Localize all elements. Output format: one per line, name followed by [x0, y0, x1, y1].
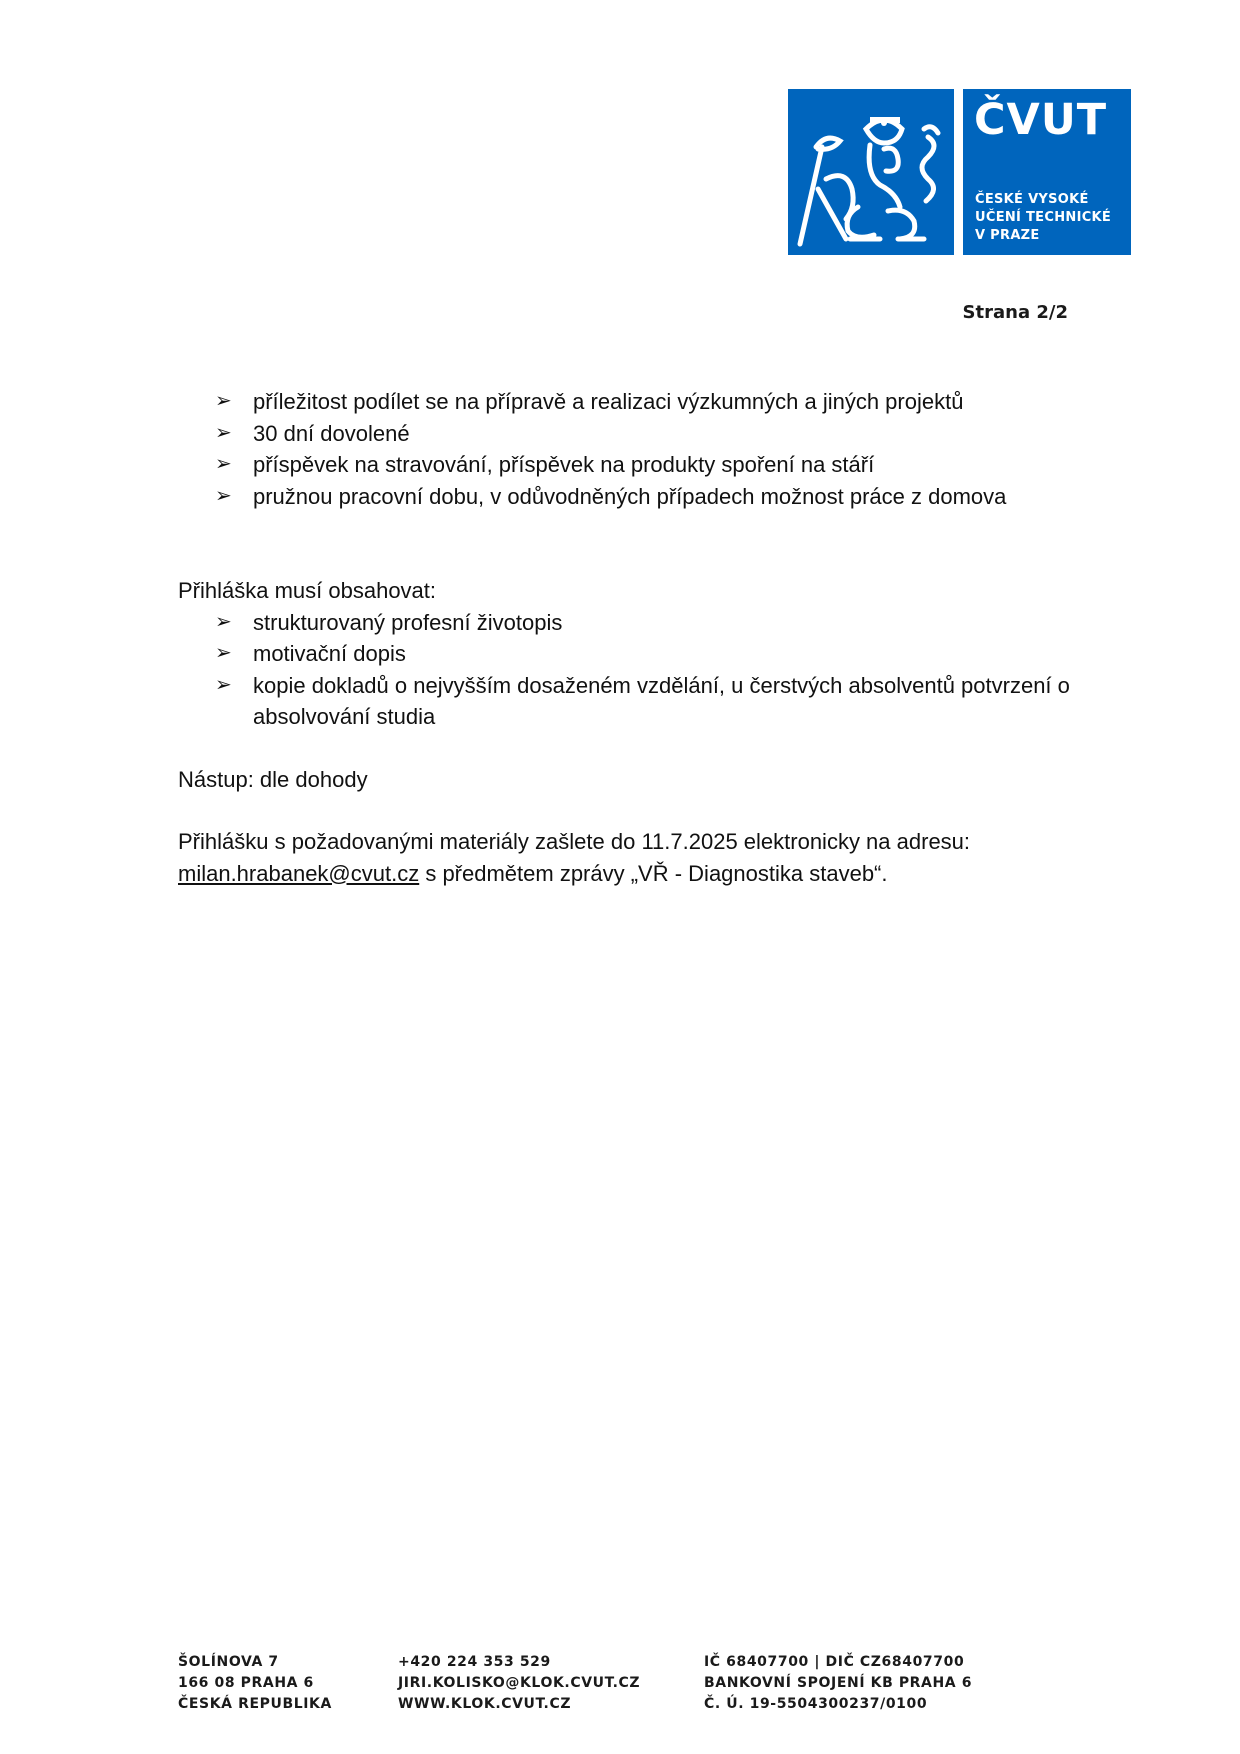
benefits-list — [178, 386, 1098, 512]
contact-email-link[interactable]: milan.hrabanek@cvut.cz — [178, 860, 420, 886]
application-heading: Přihláška musí obsahovat: — [178, 578, 437, 603]
footer-website: WWW.KLOK.CVUT.CZ — [398, 1696, 572, 1712]
logo-text-block — [963, 89, 1131, 255]
cvut-logo — [788, 89, 1131, 255]
list-item: ➢ motivační dopis — [178, 638, 1098, 670]
arrow-bullet-icon: ➢ — [215, 642, 232, 664]
footer-phone: +420 224 353 529 — [398, 1654, 551, 1670]
list-item: ➢ kopie dokladů o nejvyšším dosaženém vzdělání, u čerstvých absolventů potvrzení o absolvování studia — [178, 670, 1098, 733]
footer-address: ŠOLÍNOVA 7 166 08 PRAHA 6 ČESKÁ REPUBLIKA — [178, 1654, 332, 1712]
contact-paragraph — [178, 826, 1098, 889]
document-body — [178, 386, 1098, 889]
list-item: ➢ pružnou pracovní dobu, v odůvodněných případech možnost práce z domova — [178, 481, 1098, 513]
arrow-bullet-icon: ➢ — [215, 421, 232, 444]
application-requirements-list — [178, 607, 1098, 733]
list-item: ➢ příležitost podílet se na přípravě a realizaci výzkumných a jiných projektů — [178, 386, 1098, 418]
page-number: Strana 2/2 — [962, 302, 1068, 323]
contact-instructions: Přihlášku s požadovanými materiály zašlete do 11.7.2025 elektronicky na adresu: — [178, 829, 971, 854]
arrow-bullet-icon: ➢ — [215, 453, 232, 475]
arrow-bullet-icon: ➢ — [215, 484, 232, 507]
arrow-bullet-icon: ➢ — [215, 390, 232, 412]
lion-emblem-icon — [788, 89, 954, 255]
footer-contacts — [398, 1652, 640, 1715]
logo-wordmark: ČVUT — [974, 95, 1108, 145]
contact-subject: s předmětem zprávy „VŘ - Diagnostika staveb“. — [419, 860, 888, 886]
list-item: ➢ příspěvek na stravování, příspěvek na produkty spoření na stáří — [178, 449, 1098, 481]
arrow-bullet-icon: ➢ — [215, 610, 232, 633]
footer-company-info: IČ 68407700 | DIČ CZ68407700 BANKOVNÍ SPOJENÍ KB PRAHA 6 Č. Ú. 19-5504300237/0100 — [704, 1654, 973, 1712]
footer-email: JIRI.KOLISKO@KLOK.CVUT.CZ — [398, 1675, 641, 1691]
logo-subtitle: ČESKÉ VYSOKÉ UČENÍ TECHNICKÉ V PRAZE — [975, 192, 1112, 243]
arrow-bullet-icon: ➢ — [215, 673, 232, 696]
list-item: ➢ 30 dní dovolené — [178, 418, 1098, 450]
start-date: Nástup: dle dohody — [178, 766, 368, 792]
list-item: ➢ strukturovaný profesní životopis — [178, 607, 1098, 639]
